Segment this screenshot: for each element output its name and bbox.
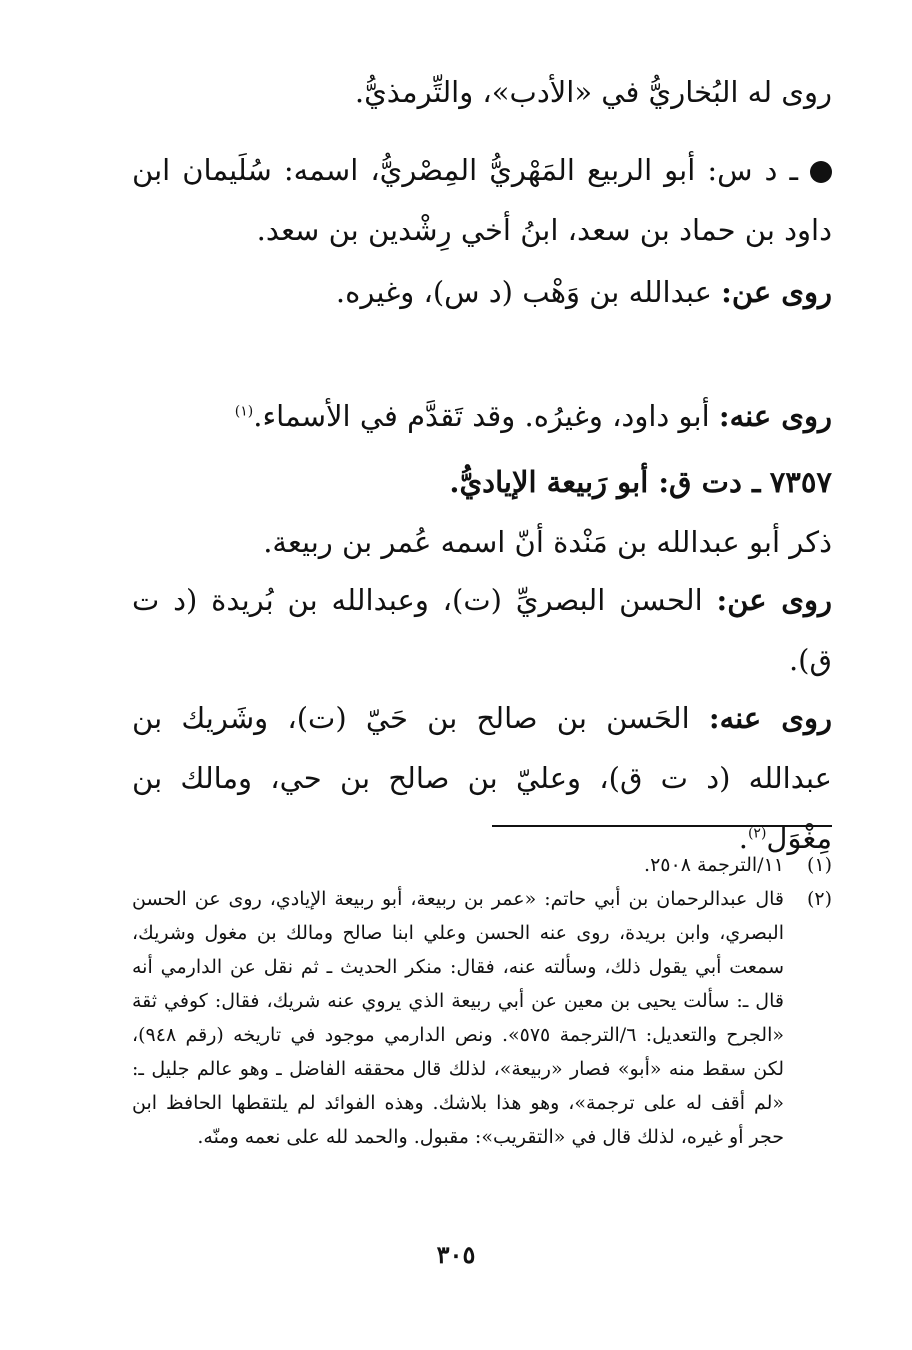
entry-abu-rabia-from (132, 570, 832, 690)
entry-abu-rabi (132, 140, 832, 260)
bullet-icon (810, 161, 832, 183)
entry-heading: ـ دت ق: أبو رَبيعة الإياديُّ. (449, 465, 761, 499)
page-number: ٣٠٥ (436, 1240, 476, 1269)
footnotes (132, 848, 832, 1154)
entry-abu-rabi-to (132, 386, 832, 446)
main-text (132, 62, 832, 122)
footnote-number: (١) (806, 854, 832, 876)
footnote-number: (٢) (806, 888, 832, 910)
entry-abu-rabi-from (132, 262, 832, 322)
from-text: الحسن البصريِّ (ت)، وعبدالله بن بُريدة (د ت ق). (132, 583, 832, 677)
entry-abu-rabia-to (132, 688, 832, 868)
sentence-end: . (738, 821, 748, 855)
to-label: روى عنه: (708, 701, 833, 735)
to-text: أبو داود، وغيرُه. وقد تَقدَّم في الأسماء. (253, 399, 710, 433)
to-text: الحَسن بن صالح بن حَيّ (ت)، وشَريك بن عبدالله (د ت ق)، وعليّ بن صالح بن حي، ومالك بن مِغْوَل (132, 701, 832, 855)
entry-mention: ذكر أبو عبدالله بن مَنْدة أنّ اسمه عُمر بن ربيعة. (263, 525, 832, 559)
footnote-1 (132, 848, 832, 882)
footnote-ref[interactable]: (٢) (747, 825, 767, 842)
footnote-divider (492, 825, 832, 827)
footnote-text: ١١/الترجمة ٢٥٠٨. (644, 854, 784, 876)
footnote-text: قال عبدالرحمان بن أبي حاتم: «عمر بن ربيعة، أبو ربيعة الإيادي، روى عن الحسن البصري، وابن بريدة، روى عنه الحسن وعلي ابنا صالح ومالك بن مغول وشريك، سمعت أبي يقول ذلك، وسألته عنه، فقال: منكر الحديث ـ ثم نقل عن الدارمي أنه قال ـ: سألت يحيى بن معين عن أبي ربيعة الذي يروي عنه شريك، فقال: كوفي ثقة «الجرح والتعديل: ٦/الترجمة ٥٧٥». ونص الدارمي موجود في تاريخه (رقم ٩٤٨)، لكن سقط منه «أبو» فصار «ربيعة»، لذلك قال محققه الفاضل ـ وهو عالم جليل ـ: «لم أقف له على ترجمة»، وهو هذا بلاشك. وهذه الفوائد لم يلتقطها الحافظ ابن حجر أو غيره، لذلك قال في «التقريب»: مقبول. والحمد لله على نعمه ومنّه. (132, 888, 784, 1148)
footnote-2 (132, 882, 832, 1154)
entry-number: ٧٣٥٧ (769, 465, 832, 499)
footnote-ref[interactable]: (١) (234, 403, 254, 420)
entry-heading: ـ د س: أبو الربيع المَهْريُّ المِصْريُّ، اسمه: سُلَيمان ابن داود بن حماد بن سعد، ابنُ أخي رِشْدين بن سعد. (132, 153, 832, 247)
entry-line-riwaya: روى له البُخاريُّ في «الأدب»، والتِّرمذيُّ. (354, 75, 832, 109)
from-label: روى عن: (716, 583, 832, 617)
from-text: عبدالله بن وَهْب (د س)، وغيره. (335, 275, 712, 309)
from-label: روى عن: (721, 275, 832, 309)
entry-abu-rabia (132, 452, 832, 572)
to-label: روى عنه: (718, 399, 832, 433)
